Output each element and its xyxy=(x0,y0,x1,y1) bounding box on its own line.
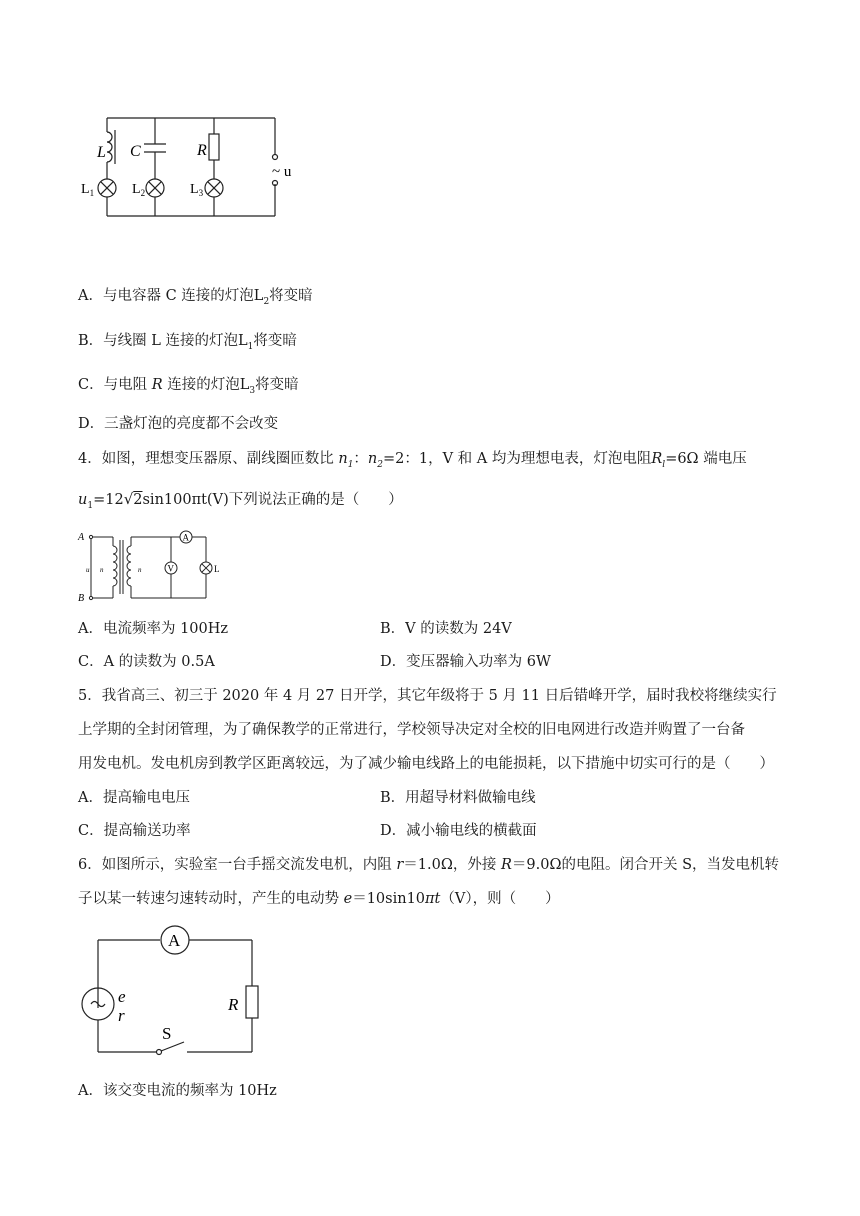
q5-option-a: A．提高输电电压 xyxy=(78,790,190,806)
transformer-figure xyxy=(76,528,226,608)
resistor-label: R xyxy=(228,995,239,1014)
generator-circuit-figure xyxy=(80,922,280,1058)
n1-label: n xyxy=(100,566,104,574)
lcr-circuit-figure xyxy=(80,108,300,228)
u1-label: u xyxy=(86,566,90,574)
q4-stem-line2: $u_1=12√2\sin 100\pi t(V)$下列说法正确的是（ ） xyxy=(78,490,403,511)
q4-option-d: D．变压器输入功率为 6W xyxy=(380,654,551,670)
q6-stem-line2: 子以某一转速匀速转动时，产生的电动势 e＝10sin10πt（V），则（ ） xyxy=(78,891,560,907)
n2-label: n xyxy=(138,566,142,574)
q3-option-d: D．三盏灯泡的亮度都不会改变 xyxy=(78,416,279,432)
q4-option-b: B．V 的读数为 24V xyxy=(380,621,512,637)
q3-option-a: A．与电容器 C 连接的灯泡$L_2$将变暗 xyxy=(78,288,313,307)
q6-option-a: A．该交变电流的频率为 10Hz xyxy=(78,1083,277,1099)
emf-label: e xyxy=(118,987,126,1006)
q4-option-c: C．A 的读数为 0.5A xyxy=(78,654,215,670)
label-R: R xyxy=(197,142,207,159)
ammeter-label: A xyxy=(168,931,181,950)
lamp-label: L xyxy=(214,564,220,574)
q3-option-b: B．与线圈 L 连接的灯泡$L_1$将变暗 xyxy=(78,333,297,352)
switch-label: S xyxy=(162,1024,172,1043)
q3-option-c: C．与电阻 R 连接的灯泡$L_3$将变暗 xyxy=(78,377,299,396)
q5-option-c: C．提高输送功率 xyxy=(78,823,191,839)
label-C: C xyxy=(130,143,141,160)
internal-resistance-label: r xyxy=(118,1006,125,1025)
label-L3: $L_3$ xyxy=(190,182,204,198)
q5-option-d: D．减小输电线的横截面 xyxy=(380,823,537,839)
q5-stem-line3: 用发电机。发电机房到教学区距离较远，为了减少输电线路上的电能损耗，以下措施中切实可行的是（ ） xyxy=(78,756,774,772)
voltmeter-label: V xyxy=(167,563,174,574)
label-L2: $L_2$ xyxy=(132,182,146,198)
q5-stem-line2: 上学期的全封闭管理，为了确保教学的正常进行，学校领导决定对全校的旧电网进行改造并购置了一台备 xyxy=(78,722,745,738)
label-L: L xyxy=(97,144,106,161)
q4-option-a: A．电流频率为 100Hz xyxy=(78,621,229,637)
terminal-b-label: B xyxy=(78,593,85,604)
q6-stem-line1: 6．如图所示，实验室一台手摇交流发电机，内阻 r＝1.0Ω，外接 R＝9.0Ω的电阻。闭合开关 S，当发电机转 xyxy=(78,857,780,873)
terminal-a-label: A xyxy=(78,532,85,543)
q4-stem-line1: 4．如图，理想变压器原、副线圈匝数比 $n_1$：$n_2=2$：1，V 和 A 均为理想电表，灯泡电阻$R_l=6\Omega$ 端电压 xyxy=(78,451,747,470)
ammeter-label: A xyxy=(182,532,189,543)
q5-stem-line1: 5．我省高三、初三于 2020 年 4 月 27 日开学，其它年级将于 5 月 11 日后错峰开学，届时我校将继续实行 xyxy=(78,688,777,704)
label-L1: $L_1$ xyxy=(81,182,95,198)
label-u: ~ u xyxy=(272,164,292,180)
q5-option-b: B．用超导材料做输电线 xyxy=(380,790,536,806)
